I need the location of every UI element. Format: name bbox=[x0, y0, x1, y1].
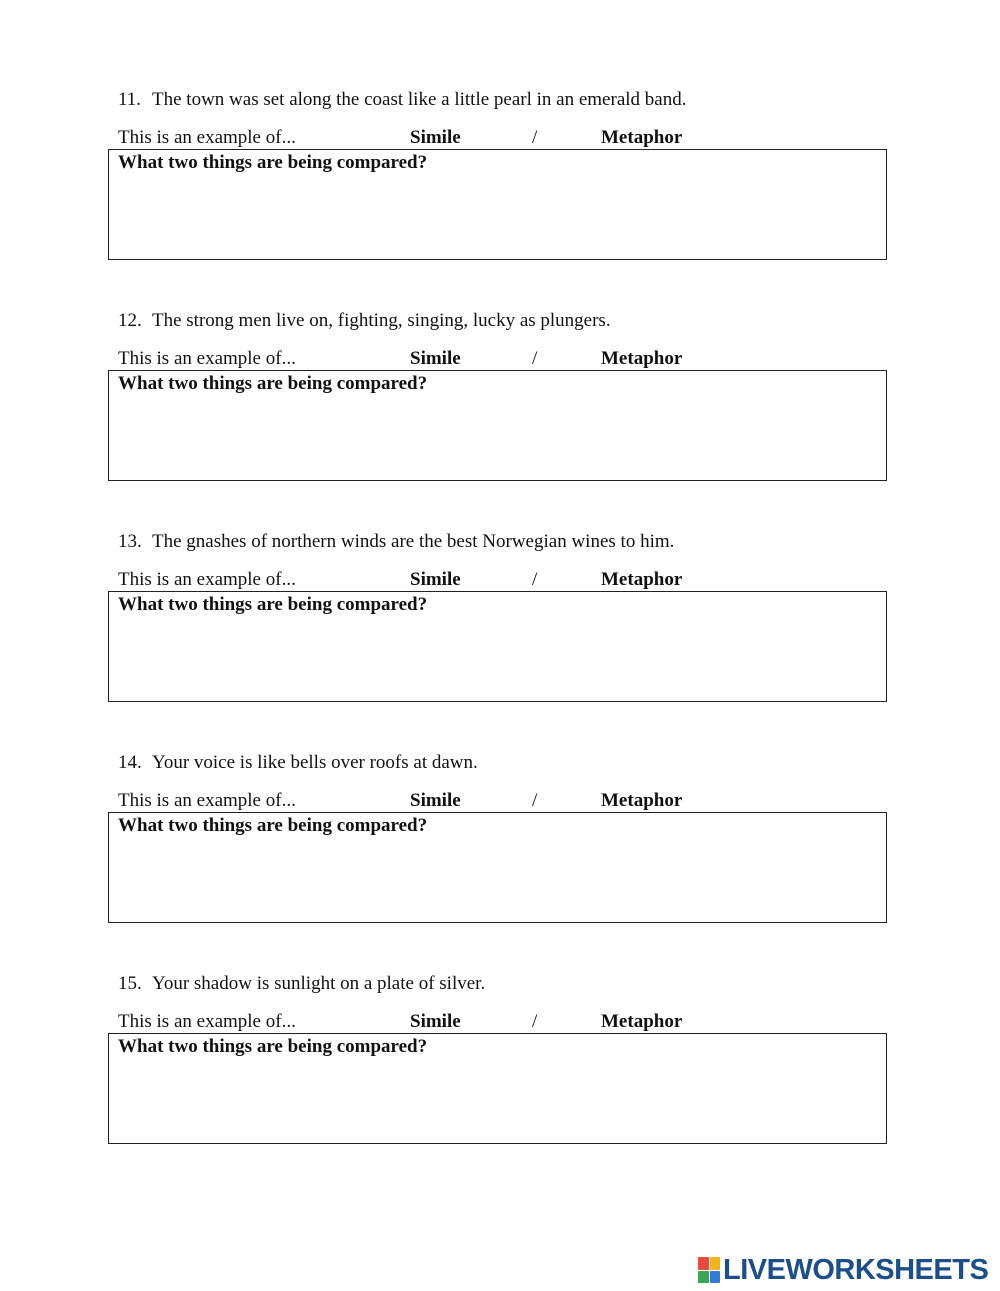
answer-prompt: What two things are being compared? bbox=[118, 152, 428, 173]
option-separator: / bbox=[532, 790, 538, 811]
question-sentence: The strong men live on, fighting, singing, lucky as plungers. bbox=[152, 310, 611, 331]
option-separator: / bbox=[532, 127, 538, 148]
liveworksheets-logo bbox=[698, 1256, 988, 1284]
answer-box[interactable] bbox=[108, 1033, 887, 1144]
answer-box[interactable] bbox=[108, 370, 887, 481]
question-sentence: The town was set along the coast like a little pearl in an emerald band. bbox=[152, 89, 687, 110]
option-separator: / bbox=[532, 569, 538, 590]
metaphor-option[interactable]: Metaphor bbox=[601, 569, 683, 590]
answer-prompt: What two things are being compared? bbox=[118, 815, 428, 836]
answer-prompt: What two things are being compared? bbox=[118, 373, 428, 394]
metaphor-option[interactable]: Metaphor bbox=[601, 1011, 683, 1032]
question-text bbox=[118, 531, 674, 553]
question-sentence: The gnashes of northern winds are the best Norwegian wines to him. bbox=[152, 531, 675, 552]
example-label: This is an example of... bbox=[118, 127, 296, 148]
example-label: This is an example of... bbox=[118, 790, 296, 811]
logo-block bbox=[698, 1271, 709, 1284]
answer-prompt: What two things are being compared? bbox=[118, 1036, 428, 1057]
metaphor-option[interactable]: Metaphor bbox=[601, 790, 683, 811]
answer-box[interactable] bbox=[108, 812, 887, 923]
logo-block bbox=[710, 1257, 721, 1270]
question-number: 12. bbox=[118, 310, 142, 331]
metaphor-option[interactable]: Metaphor bbox=[601, 127, 683, 148]
question-number: 13. bbox=[118, 531, 142, 552]
question-number: 14. bbox=[118, 752, 142, 773]
choice-row bbox=[118, 569, 818, 591]
answer-box[interactable] bbox=[108, 591, 887, 702]
brand-name: LIVEWORKSHEETS bbox=[723, 1254, 989, 1286]
example-label: This is an example of... bbox=[118, 1011, 296, 1032]
option-separator: / bbox=[532, 348, 538, 369]
answer-box[interactable] bbox=[108, 149, 887, 260]
logo-block bbox=[698, 1257, 709, 1270]
simile-option[interactable]: Simile bbox=[410, 348, 461, 369]
choice-row bbox=[118, 127, 818, 149]
answer-prompt: What two things are being compared? bbox=[118, 594, 428, 615]
choice-row bbox=[118, 790, 818, 812]
question-sentence: Your shadow is sunlight on a plate of silver. bbox=[152, 973, 486, 994]
example-label: This is an example of... bbox=[118, 569, 296, 590]
question-text bbox=[118, 973, 485, 995]
option-separator: / bbox=[532, 1011, 538, 1032]
simile-option[interactable]: Simile bbox=[410, 569, 461, 590]
question-text bbox=[118, 310, 611, 332]
simile-option[interactable]: Simile bbox=[410, 1011, 461, 1032]
liveworksheets-logo-icon bbox=[698, 1257, 720, 1283]
choice-row bbox=[118, 1011, 818, 1033]
simile-option[interactable]: Simile bbox=[410, 790, 461, 811]
question-number: 15. bbox=[118, 973, 142, 994]
question-number: 11. bbox=[118, 89, 142, 110]
question-sentence: Your voice is like bells over roofs at dawn. bbox=[152, 752, 478, 773]
question-text bbox=[118, 752, 478, 774]
question-text bbox=[118, 89, 686, 111]
metaphor-option[interactable]: Metaphor bbox=[601, 348, 683, 369]
example-label: This is an example of... bbox=[118, 348, 296, 369]
choice-row bbox=[118, 348, 818, 370]
simile-option[interactable]: Simile bbox=[410, 127, 461, 148]
logo-block bbox=[710, 1271, 721, 1284]
